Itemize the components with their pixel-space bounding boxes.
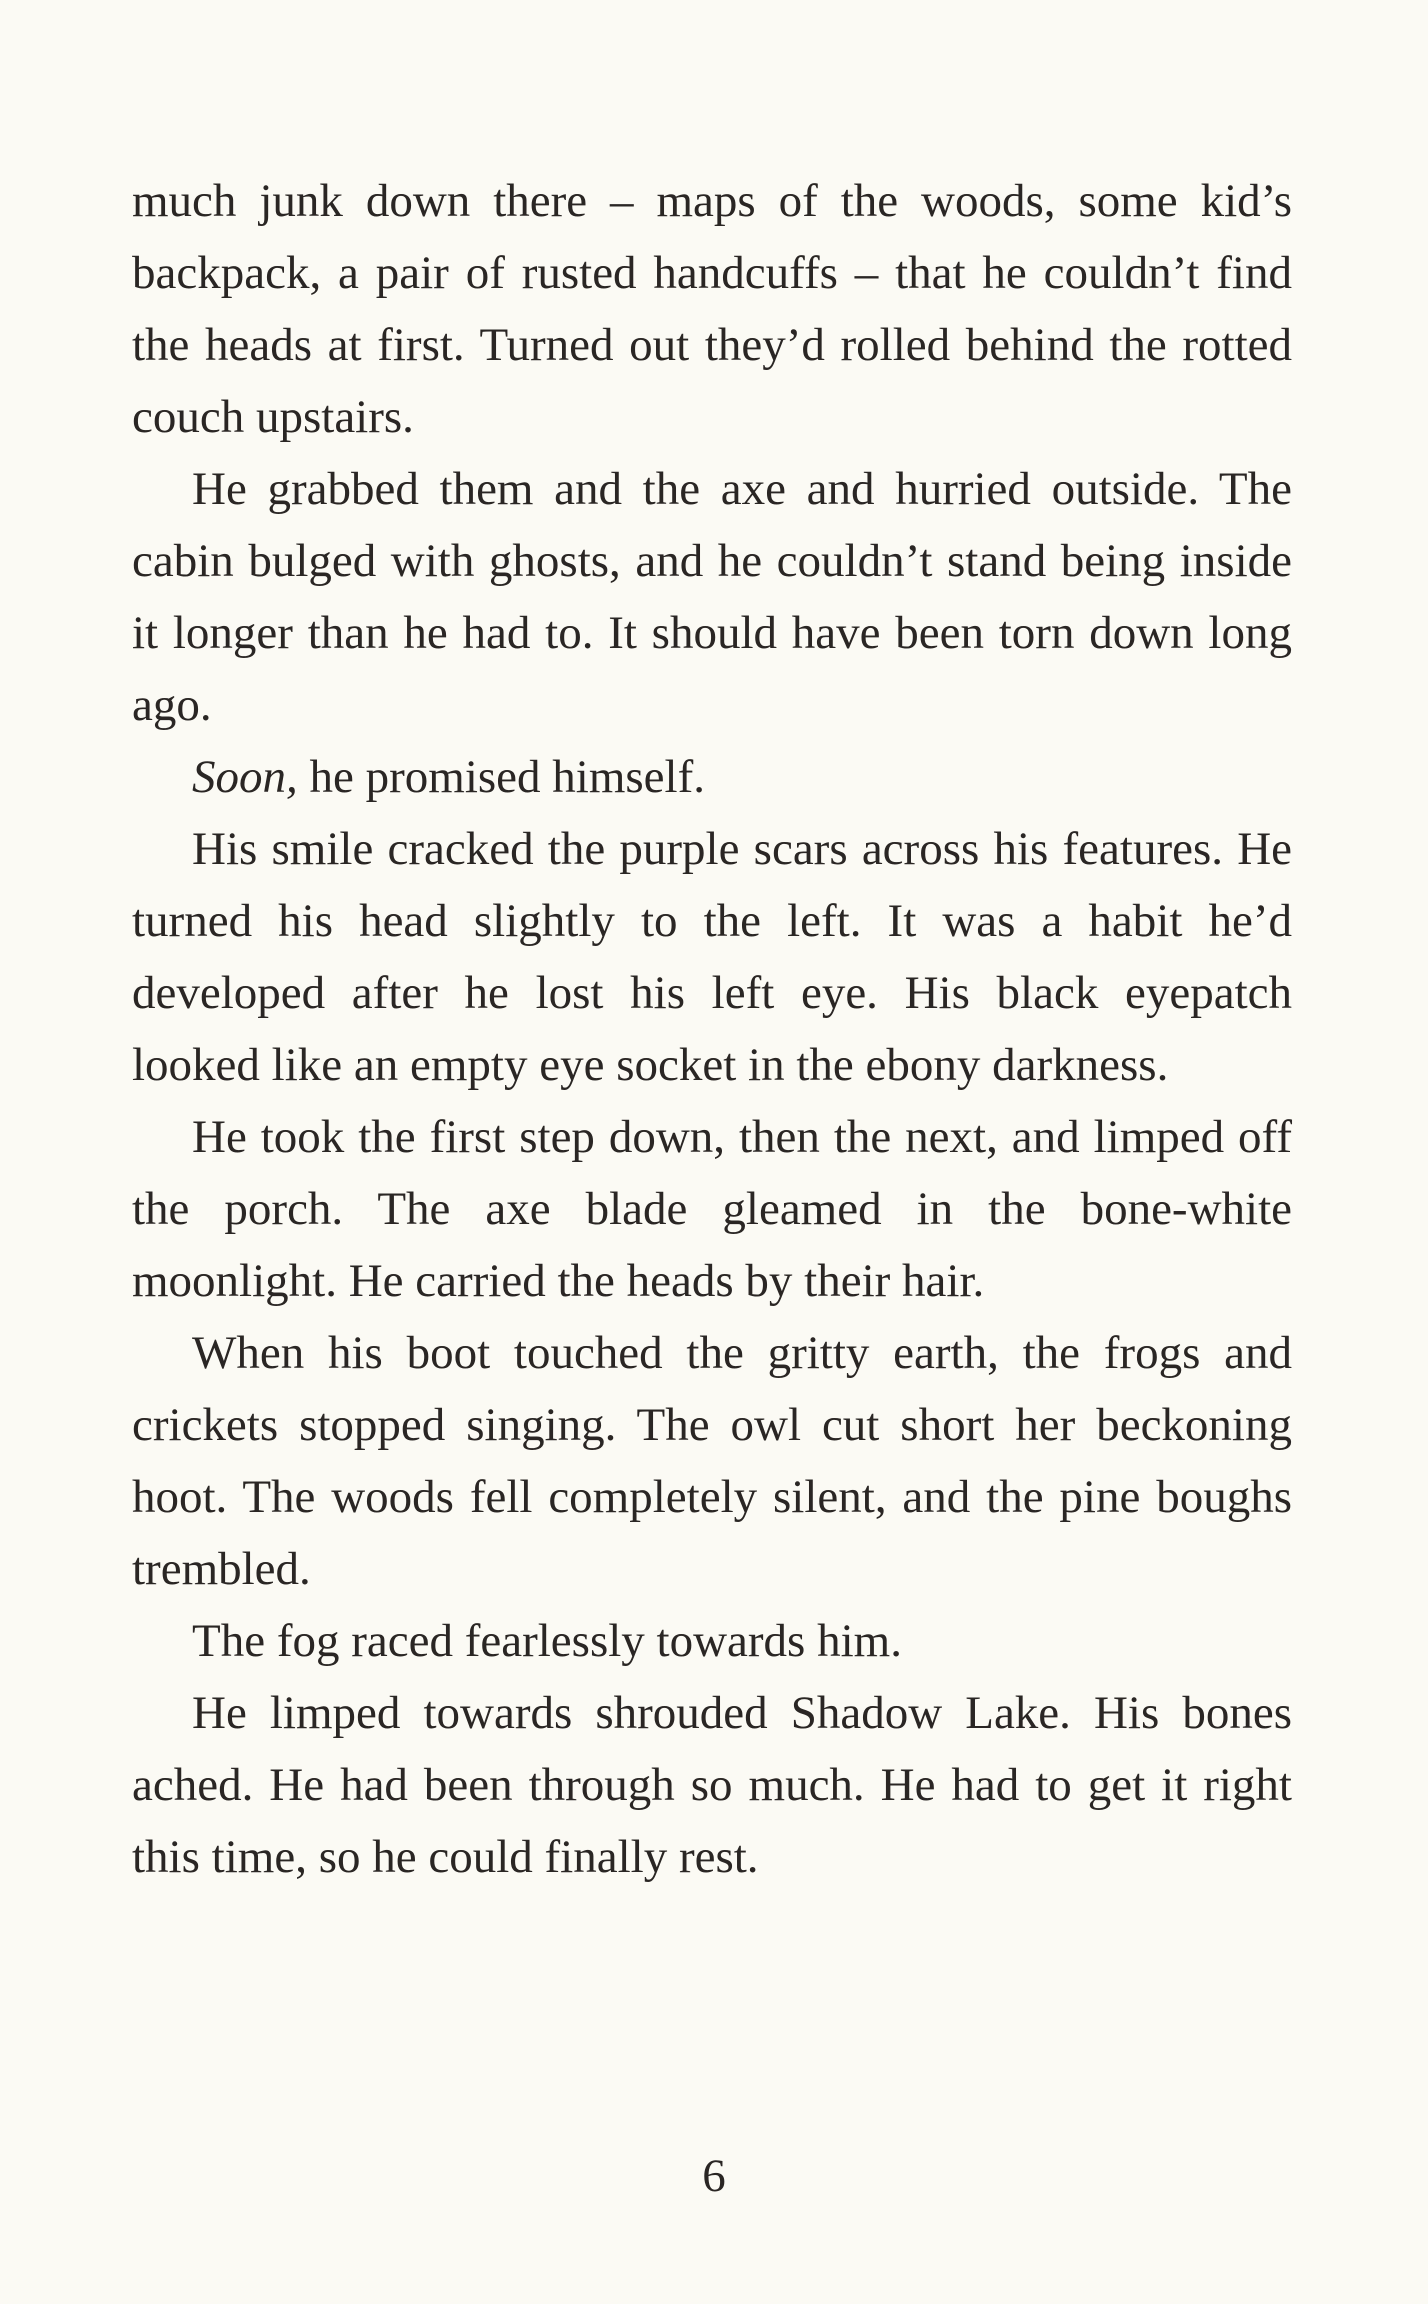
paragraph <box>132 1605 1292 1677</box>
paragraph <box>132 741 1292 813</box>
paragraph-text: he promised himself. <box>297 751 706 803</box>
paragraph-text: When his boot touched the gritty earth, the frogs and crickets stopped singing. The owl cut short her beckoning hoot. The woods fell completely silent, and the pine boughs trembled. <box>132 1327 1292 1595</box>
paragraph-text: He limped towards shrouded Shadow Lake. His bones ached. He had been through so much. He had to get it right this time, so he could finally rest. <box>132 1687 1292 1883</box>
paragraph-text: He took the first step down, then the next, and limped off the porch. The axe blade gleamed in the bone-white moonlight. He carried the heads by their hair. <box>132 1111 1292 1307</box>
page-number: 6 <box>702 2150 726 2202</box>
paragraph <box>132 453 1292 741</box>
paragraph <box>132 813 1292 1101</box>
body-text <box>132 165 1292 1893</box>
paragraph <box>132 1101 1292 1317</box>
paragraph-text: He grabbed them and the axe and hurried outside. The cabin bulged with ghosts, and he couldn’t stand being inside it longer than he had to. It should have been torn down long ago. <box>132 463 1292 731</box>
paragraph <box>132 1677 1292 1893</box>
paragraph <box>132 1317 1292 1605</box>
paragraph-continued <box>132 165 1292 453</box>
paragraph-italic-text: Soon, <box>192 751 298 803</box>
paragraph-text: His smile cracked the purple scars across his features. He turned his head slightly to the left. It was a habit he’d developed after he lost his left eye. His black eyepatch looked like an empty eye socket in the ebony darkness. <box>132 823 1292 1091</box>
paragraph-text: The fog raced fearlessly towards him. <box>192 1615 902 1667</box>
paragraph-text: much junk down there – maps of the woods, some kid’s backpack, a pair of rusted handcuffs – that he couldn’t find the heads at first. Turned out they’d rolled behind the rotted couch upstairs. <box>132 175 1292 443</box>
